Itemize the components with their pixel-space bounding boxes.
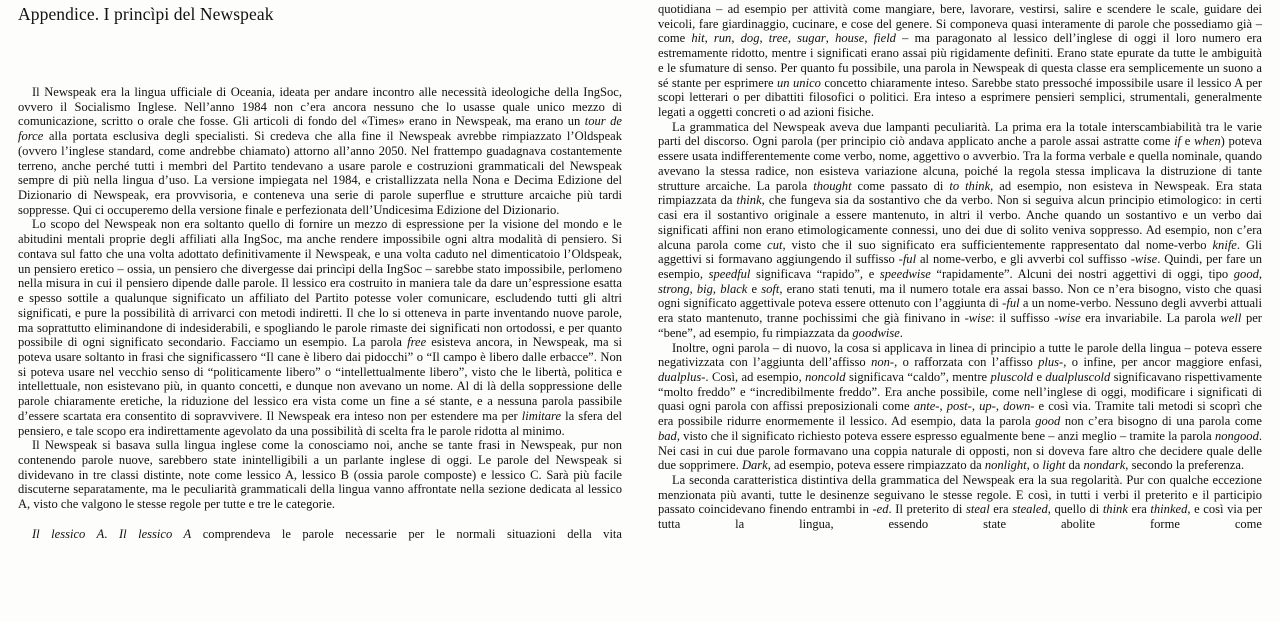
paragraph — [18, 217, 622, 438]
paragraph — [658, 120, 1262, 341]
paragraph — [18, 438, 622, 512]
paragraph-text: La grammatica del Newspeak aveva due lampanti peculiarità. La prima era la totale interscambiabilità tra le varie parti del discorso. Ogni parola (per principio ciò andava applicato anche a parole assai astratte come if e when) poteva essere usata indifferentemente come verbo, nome, aggettivo o avverbio. Tra la forma verbale e quella nominale, quando avevano la stessa radice, non esisteva variazione alcuna, poiché la regola stessa implicava la distruzione di tante strutture arcaiche. La parola thought come passato di to think, ad esempio, non esisteva in Newspeak. Era stata rimpiazzata da think, che fungeva sia da sostantivo che da verbo. Non si seguiva alcun principio etimologico: in certi casi era il sostantivo originale a essere mantenuto, in altri il verbo. Anche quando un sostantivo e un verbo dai significati affini non erano etimologicamente connessi, uno dei due di solito veniva soppresso. Ad esempio, non c’era alcuna parola come cut, visto che il suo significato era sufficientemente rappresentato dal nome-verbo knife. Gli aggettivi si formavano aggiungendo il suffisso -ful al nome-verbo, e gli avverbi col suffisso -wise. Quindi, per fare un esempio, speedful significava “rapido”, e speedwise “rapidamente”. Alcuni dei nostri aggettivi di oggi, tipo good, strong, big, black e soft, erano stati tenuti, ma il numero totale era assai basso. Non ce n’era bisogno, visto che quasi ogni significato aggettivale poteva essere ottenuto con l’aggiunta di -ful a un nome-verbo. Nessuno degli avverbi attuali era stato mantenuto, tranne pochissimi che già finivano in -wise: il suffisso -wise era invariabile. La parola well per “bene”, ad esempio, fu rimpiazzata da goodwise. — [658, 119, 1262, 340]
paragraph — [18, 85, 622, 217]
right-column — [658, 0, 1262, 621]
left-column — [18, 0, 622, 621]
left-column-text — [18, 0, 622, 541]
paragraph-lessico-a — [18, 527, 622, 542]
paragraph-text: La seconda caratteristica distintiva della grammatica del Newspeak era la sua regolarità. Pur con qualche eccezione menzionata più avanti, tutte le desinenze seguivano le stesse regole. E così, in tutti i verbi il preterito e il participio passato coincidevano finendo entrambi in -ed. Il preterito di steal era stealed, quello di think era thinked, e così via per tutta la lingua, essendo state abolite forme come — [658, 473, 1263, 532]
paragraph — [658, 341, 1262, 473]
paragraph-continuation — [658, 2, 1262, 120]
paragraph-text: Il lessico A. Il lessico A comprendeva le parole necessarie per le normali situazioni della vita — [32, 526, 622, 541]
paragraph-text: Il Newspeak era la lingua ufficiale di Oceania, ideata per andare incontro alle necessità ideologiche della IngSoc, ovvero il Socialismo Inglese. Nell’anno 1984 non c’era ancora nessuno che lo usasse quale unico mezzo di comunicazione, scritto o orale che fosse. Gli articoli di fondo del «Times» erano in Newspeak, ma erano un tour de force alla portata esclusiva degli specialisti. Si credeva che alla fine il Newspeak avrebbe rimpiazzato l’Oldspeak (ovvero l’inglese standard, come andrebbe chiamato) attorno all’anno 2050. Nel frattempo guadagnava costantemente terreno, anche perché tutti i membri del Partito tendevano a usare parole e costruzioni grammaticali del Newspeak sempre di più nella lingua d’uso. La versione impiegata nel 1984, e cristallizzata nella Nona e Decima Edizione del Dizionario di Newspeak, era provvisoria, e conteneva una serie di parole superflue e strutture arcaiche più tardi soppresse. Qui ci occuperemo della versione finale e perfezionata dell’Undicesima Edizione del Dizionario. — [18, 85, 622, 217]
paragraph-text: Lo scopo del Newspeak non era soltanto quello di fornire un mezzo di espressione per la visione del mondo e le abitudini mentali proprie degli affiliati alla IngSoc, ma anche rendere impossibile ogni altra modalità di pensiero. Si contava sul fatto che una volta adottato definitivamente il Newspeak, e una volta caduto nel dimenticatoio l’Oldspeak, un pensiero eretico – ossia, un pensiero che divergesse dai princìpi della IngSoc – sarebbe stato impossibile, perlomeno nella misura in cui il pensiero dipende dalle parole. Il lessico era costruito in maniera tale da dare un’espressione esatta e spesso sottile a qualunque significato un affiliato del Partito potesse voler comunicare, escludendo tutti gli altri significati, e pure la possibilità di arrivarci con metodi indiretti. Il che lo si otteneva in parte inventando nuove parole, ma soprattutto eliminandone di indesiderabili, e spogliando le parole rimaste dei significati non ortodossi, e per quanto possibile di ogni significato secondario. Facciamo un esempio. La parola free esisteva ancora, in Newspeak, ma si poteva usare soltanto in frasi che significassero “Il cane è libero dai pidocchi” o “Il campo è libero dalle erbacce”. Non si poteva usare nel vecchio senso di “politicamente libero” o “intellettualmente libero”, visto che le libertà, politica e intellettuale, non esistevano più, in quanto concetti, e dunque non avevano un nome. Al di là della soppressione delle parole chiaramente eretiche, la riduzione del lessico era vista come un fine a sé stante, e a nessuna parola passibile d’essere scartata era consentito di sopravvivere. Il Newspeak era inteso non per estendere ma per limitare la sfera del pensiero, e tale scopo era indirettamente agevolato da una possibilità di scelta fra le parole ridotta al minimo. — [18, 217, 623, 438]
page-title: Appendice. I princìpi del Newspeak — [18, 4, 274, 24]
paragraph-text: Inoltre, ogni parola – di nuovo, la cosa si applicava in linea di principio a tutte le parole della lingua – poteva essere negativizzata con l’aggiunta dell’affisso non-, o rafforzata con l’affisso plus-, o infine, per ancor maggiore enfasi, dualplus-. Così, ad esempio, noncold significava “caldo”, mentre pluscold e dualpluscold significavano rispettivamente “molto freddo” e “incredibilmente freddo”. Era anche possibile, come nell’inglese di oggi, modificare i significati di quasi ogni parola con affissi preposizionali come ante-, post-, up-, down- e così via. Tramite tali metodi si scoprì che era possibile ridurre enormemente il lessico. Ad esempio, data la parola good non c’era bisogno di una parola come bad, visto che il significato richiesto poteva essere espresso egualmente bene – anzi meglio – tramite la parola nongood. Nei casi in cui due parole formavano una coppia naturale di opposti, non si doveva fare altro che decidere quale delle due sopprimere. Dark, ad esempio, poteva essere rimpiazzato da nonlight, o light da nondark, secondo la preferenza. — [658, 340, 1263, 473]
right-column-text — [658, 0, 1262, 532]
paragraph-text: Il Newspeak si basava sulla lingua inglese come la conosciamo noi, anche se tante frasi in Newspeak, pur non contenendo parole nuove, sarebbero state inintelligibili a un parlante inglese di oggi. Le parole del Newspeak si dividevano in tre classi distinte, note come lessico A, lessico B (ossia parole composte) e lessico C. Sarà più facile discuterne separatamente, ma le peculiarità grammaticali della lingua vanno affrontate nella sezione dedicata al lessico A, visto che valgono le stesse regole per tutte e tre le categorie. — [18, 438, 622, 512]
paragraph — [658, 473, 1262, 532]
paragraph-text: quotidiana – ad esempio per attività come mangiare, bere, lavorare, vestirsi, salire e scendere le scale, guidare dei veicoli, fare giardinaggio, cucinare, e cose del genere. Si componeva quasi interamente di parole che possediamo già – come hit, run, dog, tree, sugar, house, field – ma paragonato al lessico dell’inglese di oggi il loro numero era estremamente ridotto, mentre i significati erano assai più rigidamente definiti. Erano state epurate da tutte le ambiguità e le sfumature di senso. Per quanto fu possibile, una parola in Newspeak di questa classe era semplicemente un suono a sé stante per esprimere un unico concetto chiaramente inteso. Sarebbe stato pressoché impossibile usare il lessico A per scopi letterari o per dibattiti filosofici o politici. Era inteso a esprimere pensieri semplici, strumentali, generalmente legati a oggetti concreti o ad azioni fisiche. — [658, 2, 1263, 120]
